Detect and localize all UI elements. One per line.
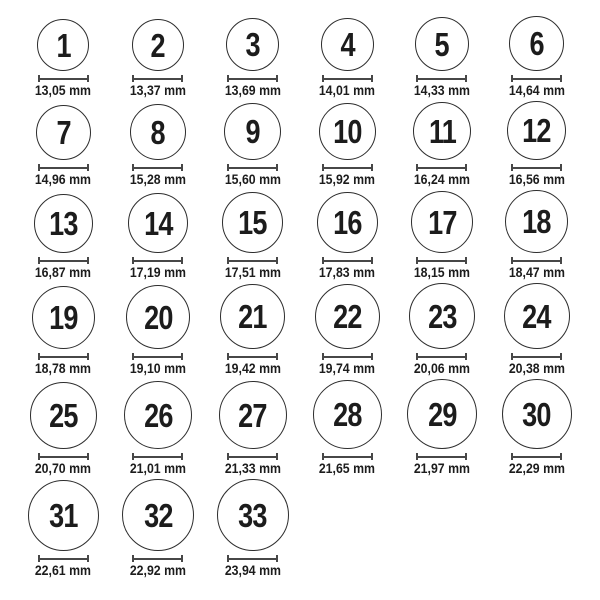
- measure-line: [418, 260, 465, 262]
- diameter-measure-line: [38, 164, 89, 171]
- diameter-label: 15,60 mm: [224, 171, 281, 187]
- ring-size-number: 19: [49, 299, 78, 336]
- measure-tick-right: [276, 164, 278, 171]
- measure-tick-right: [560, 257, 562, 264]
- ring-circle: [217, 479, 289, 551]
- diameter-measure-line: [38, 353, 89, 360]
- ring-circle: [315, 284, 380, 349]
- ring-size-item: [111, 381, 206, 476]
- ring-circle: [226, 18, 279, 71]
- ring-circle: [122, 479, 194, 551]
- ring-size-number: 6: [529, 25, 544, 62]
- diameter-label: 20,38 mm: [508, 360, 565, 376]
- diameter-label: 21,65 mm: [319, 460, 376, 476]
- diameter-label: 15,92 mm: [319, 171, 376, 187]
- ring-circle: [415, 17, 469, 71]
- ring-circle: [407, 379, 477, 449]
- measure-tick-right: [465, 453, 467, 460]
- ring-size-number: 3: [245, 26, 260, 63]
- ring-circle: [30, 382, 97, 449]
- ring-size-item: [489, 190, 584, 280]
- ring-circle: [219, 381, 287, 449]
- ring-size-item: [205, 103, 300, 187]
- ring-size-number: 1: [56, 26, 71, 64]
- ring-size-number: 11: [428, 112, 456, 150]
- ring-size-number: 26: [143, 396, 173, 434]
- diameter-measure-line: [38, 257, 89, 264]
- ring-circle: [413, 102, 471, 160]
- diameter-measure-line: [132, 164, 183, 171]
- measure-line: [324, 356, 371, 358]
- measure-line: [229, 356, 276, 358]
- measure-tick-right: [276, 353, 278, 360]
- ring-size-item: [16, 19, 111, 98]
- ring-size-item: [16, 194, 111, 280]
- ring-size-number: 29: [427, 395, 457, 433]
- diameter-label: 13,37 mm: [129, 82, 187, 98]
- measure-line: [40, 167, 87, 169]
- ring-circle: [505, 190, 568, 253]
- measure-tick-right: [371, 257, 373, 264]
- diameter-measure-line: [416, 75, 467, 82]
- measure-tick-right: [276, 555, 278, 562]
- measure-tick-right: [560, 353, 562, 360]
- ring-size-number: 32: [143, 496, 173, 534]
- ring-size-number: 16: [333, 204, 362, 241]
- measure-tick-right: [465, 257, 467, 264]
- measure-tick-right: [87, 164, 89, 171]
- ring-size-number: 24: [522, 297, 551, 335]
- measure-line: [40, 356, 87, 358]
- measure-tick-right: [181, 353, 183, 360]
- ring-size-item: [300, 192, 395, 280]
- ring-size-item: [395, 102, 490, 187]
- diameter-measure-line: [322, 353, 373, 360]
- diameter-label: 16,87 mm: [35, 264, 92, 280]
- diameter-measure-line: [322, 75, 373, 82]
- ring-size-item: [205, 192, 300, 280]
- measure-tick-right: [181, 257, 183, 264]
- ring-size-item: [16, 105, 111, 187]
- diameter-label: 21,97 mm: [413, 460, 471, 476]
- diameter-measure-line: [322, 257, 373, 264]
- ring-size-chart: [16, 0, 584, 578]
- ring-size-item: [16, 382, 111, 476]
- diameter-measure-line: [38, 555, 89, 562]
- ring-size-item: [111, 285, 206, 376]
- diameter-label: 17,51 mm: [224, 264, 281, 280]
- measure-tick-right: [560, 453, 562, 460]
- diameter-measure-line: [416, 164, 467, 171]
- measure-line: [324, 78, 371, 80]
- diameter-label: 23,94 mm: [224, 562, 281, 578]
- measure-tick-right: [465, 75, 467, 82]
- diameter-label: 22,29 mm: [508, 460, 565, 476]
- measure-tick-right: [560, 164, 562, 171]
- measure-line: [229, 260, 276, 262]
- ring-size-number: 14: [143, 204, 173, 242]
- diameter-label: 21,33 mm: [224, 460, 281, 476]
- ring-size-item: [205, 381, 300, 476]
- measure-tick-right: [371, 353, 373, 360]
- diameter-measure-line: [132, 555, 183, 562]
- measure-line: [418, 356, 465, 358]
- ring-size-number: 13: [49, 205, 78, 242]
- ring-circle: [411, 191, 473, 253]
- ring-circle: [32, 286, 95, 349]
- measure-line: [134, 167, 181, 169]
- ring-size-number: 25: [49, 397, 78, 434]
- measure-line: [229, 167, 276, 169]
- diameter-measure-line: [132, 257, 183, 264]
- measure-line: [324, 456, 371, 458]
- diameter-measure-line: [511, 75, 562, 82]
- measure-tick-right: [560, 75, 562, 82]
- ring-size-item: [300, 18, 395, 98]
- ring-circle: [224, 103, 281, 160]
- measure-line: [134, 356, 181, 358]
- measure-tick-right: [181, 75, 183, 82]
- ring-size-item: [111, 479, 206, 578]
- ring-size-number: 21: [238, 298, 267, 335]
- diameter-label: 18,47 mm: [508, 264, 565, 280]
- measure-line: [513, 78, 560, 80]
- ring-circle: [130, 104, 186, 160]
- diameter-measure-line: [322, 164, 373, 171]
- measure-line: [134, 78, 181, 80]
- diameter-label: 14,96 mm: [35, 171, 92, 187]
- ring-size-number: 7: [56, 114, 71, 151]
- measure-line: [513, 356, 560, 358]
- measure-tick-right: [87, 353, 89, 360]
- measure-line: [40, 558, 87, 560]
- diameter-measure-line: [227, 555, 278, 562]
- ring-size-row: [16, 379, 584, 476]
- diameter-label: 18,78 mm: [35, 360, 92, 376]
- measure-tick-right: [465, 353, 467, 360]
- ring-circle: [317, 192, 378, 253]
- measure-line: [134, 456, 181, 458]
- measure-line: [229, 456, 276, 458]
- diameter-label: 19,42 mm: [224, 360, 281, 376]
- ring-size-number: 15: [238, 204, 267, 241]
- diameter-label: 19,74 mm: [319, 360, 376, 376]
- ring-circle: [36, 105, 91, 160]
- diameter-measure-line: [227, 257, 278, 264]
- ring-size-number: 5: [434, 25, 450, 63]
- ring-circle: [409, 283, 475, 349]
- ring-size-row: [16, 283, 584, 376]
- measure-tick-right: [371, 75, 373, 82]
- ring-circle: [502, 379, 572, 449]
- diameter-measure-line: [227, 453, 278, 460]
- ring-circle: [132, 19, 184, 71]
- ring-circle: [222, 192, 283, 253]
- ring-circle: [319, 103, 376, 160]
- ring-size-item: [395, 17, 490, 98]
- ring-size-number: 2: [150, 26, 166, 64]
- ring-size-item: [205, 18, 300, 98]
- diameter-label: 14,01 mm: [319, 82, 376, 98]
- ring-circle: [509, 16, 564, 71]
- measure-line: [418, 78, 465, 80]
- ring-size-item: [300, 380, 395, 476]
- measure-line: [324, 167, 371, 169]
- ring-circle: [313, 380, 382, 449]
- ring-size-number: 18: [522, 203, 551, 240]
- ring-circle: [124, 381, 192, 449]
- diameter-label: 17,83 mm: [319, 264, 376, 280]
- ring-size-number: 30: [522, 395, 551, 433]
- diameter-measure-line: [511, 164, 562, 171]
- ring-size-row: [16, 479, 584, 578]
- measure-line: [40, 260, 87, 262]
- measure-tick-right: [181, 555, 183, 562]
- ring-circle: [507, 101, 566, 160]
- diameter-measure-line: [227, 353, 278, 360]
- diameter-label: 13,69 mm: [224, 82, 281, 98]
- ring-size-number: 23: [427, 297, 457, 335]
- ring-size-number: 12: [522, 112, 551, 149]
- ring-circle: [504, 283, 570, 349]
- diameter-measure-line: [227, 75, 278, 82]
- ring-size-item: [205, 479, 300, 578]
- ring-size-row: [16, 101, 584, 187]
- ring-size-item: [489, 379, 584, 476]
- diameter-measure-line: [511, 257, 562, 264]
- measure-line: [513, 167, 560, 169]
- ring-size-item: [111, 104, 206, 187]
- diameter-measure-line: [38, 453, 89, 460]
- ring-size-item: [489, 283, 584, 376]
- measure-tick-right: [276, 453, 278, 460]
- diameter-measure-line: [416, 353, 467, 360]
- diameter-measure-line: [132, 453, 183, 460]
- ring-size-row: [16, 190, 584, 280]
- diameter-label: 16,24 mm: [413, 171, 471, 187]
- measure-line: [229, 78, 276, 80]
- diameter-label: 20,06 mm: [413, 360, 471, 376]
- ring-circle: [321, 18, 374, 71]
- ring-circle: [37, 19, 89, 71]
- diameter-measure-line: [416, 257, 467, 264]
- measure-line: [134, 558, 181, 560]
- ring-size-number: 28: [333, 396, 362, 433]
- diameter-measure-line: [132, 75, 183, 82]
- ring-size-number: 27: [238, 396, 267, 434]
- ring-size-number: 9: [245, 113, 260, 150]
- measure-tick-right: [87, 555, 89, 562]
- diameter-measure-line: [416, 453, 467, 460]
- measure-line: [229, 558, 276, 560]
- measure-line: [134, 260, 181, 262]
- ring-circle: [28, 480, 99, 551]
- diameter-label: 14,64 mm: [508, 82, 565, 98]
- ring-size-item: [16, 286, 111, 376]
- diameter-label: 15,28 mm: [129, 171, 187, 187]
- measure-line: [40, 78, 87, 80]
- measure-tick-right: [87, 257, 89, 264]
- diameter-measure-line: [38, 75, 89, 82]
- measure-tick-right: [87, 453, 89, 460]
- diameter-label: 16,56 mm: [508, 171, 565, 187]
- ring-size-number: 4: [340, 26, 355, 63]
- diameter-label: 22,61 mm: [35, 562, 92, 578]
- measure-tick-right: [87, 75, 89, 82]
- ring-size-item: [489, 101, 584, 187]
- ring-size-number: 17: [427, 203, 457, 241]
- ring-size-item: [205, 284, 300, 376]
- measure-line: [418, 456, 465, 458]
- ring-size-number: 10: [333, 113, 362, 150]
- measure-tick-right: [181, 164, 183, 171]
- measure-tick-right: [276, 75, 278, 82]
- ring-size-item: [111, 193, 206, 280]
- diameter-label: 22,92 mm: [129, 562, 187, 578]
- ring-circle: [220, 284, 285, 349]
- measure-line: [513, 260, 560, 262]
- ring-size-item: [300, 103, 395, 187]
- diameter-label: 18,15 mm: [413, 264, 471, 280]
- ring-circle: [34, 194, 93, 253]
- ring-size-item: [395, 191, 490, 280]
- ring-size-number: 22: [333, 298, 362, 335]
- diameter-label: 14,33 mm: [413, 82, 471, 98]
- ring-size-item: [395, 283, 490, 376]
- measure-line: [513, 456, 560, 458]
- ring-size-item: [489, 16, 584, 98]
- measure-tick-right: [465, 164, 467, 171]
- measure-tick-right: [371, 164, 373, 171]
- ring-circle: [128, 193, 188, 253]
- measure-line: [418, 167, 465, 169]
- ring-size-number: 20: [143, 298, 173, 336]
- diameter-measure-line: [511, 353, 562, 360]
- ring-size-item: [111, 19, 206, 98]
- ring-circle: [126, 285, 190, 349]
- ring-size-number: 33: [238, 496, 267, 534]
- diameter-label: 21,01 mm: [129, 460, 187, 476]
- measure-tick-right: [276, 257, 278, 264]
- ring-size-number: 31: [49, 497, 78, 534]
- diameter-label: 20,70 mm: [35, 460, 92, 476]
- ring-size-item: [395, 379, 490, 476]
- diameter-label: 17,19 mm: [129, 264, 187, 280]
- measure-tick-right: [181, 453, 183, 460]
- measure-tick-right: [371, 453, 373, 460]
- diameter-label: 13,05 mm: [35, 82, 92, 98]
- ring-size-item: [16, 480, 111, 578]
- diameter-label: 19,10 mm: [129, 360, 187, 376]
- ring-size-row: [16, 16, 584, 98]
- diameter-measure-line: [132, 353, 183, 360]
- measure-line: [324, 260, 371, 262]
- diameter-measure-line: [322, 453, 373, 460]
- measure-line: [40, 456, 87, 458]
- ring-size-item: [300, 284, 395, 376]
- ring-size-number: 8: [150, 113, 166, 151]
- diameter-measure-line: [511, 453, 562, 460]
- diameter-measure-line: [227, 164, 278, 171]
